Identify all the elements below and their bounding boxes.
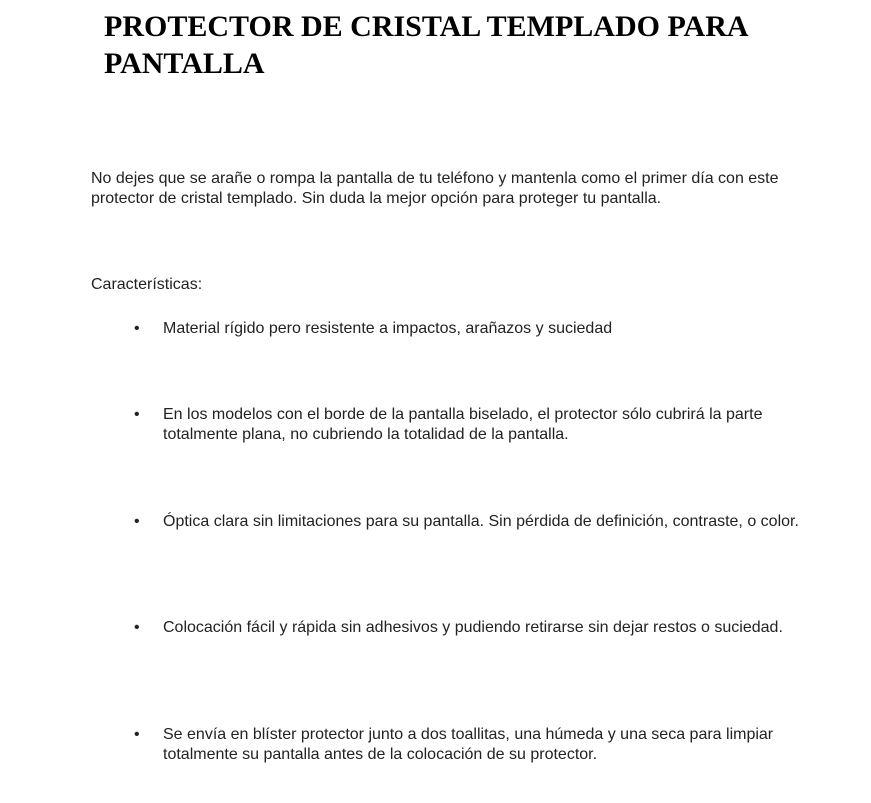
bullet-icon: • bbox=[134, 406, 140, 423]
features-heading: Características: bbox=[91, 276, 203, 293]
list-item bbox=[134, 618, 803, 638]
bullet-icon: • bbox=[134, 513, 140, 530]
list-item bbox=[134, 405, 803, 445]
bullet-icon: • bbox=[134, 726, 140, 743]
list-item-text: En los modelos con el borde de la pantalla biselado, el protector sólo cubrirá la parte totalmente plana, no cubriendo la totalidad de la pantalla. bbox=[163, 406, 763, 443]
bullet-icon: • bbox=[134, 320, 140, 337]
list-item bbox=[134, 512, 803, 532]
list-item bbox=[134, 319, 803, 339]
list-item bbox=[134, 725, 803, 765]
list-item-text: Se envía en blíster protector junto a dos toallitas, una húmeda y una seca para limpiar totalmente su pantalla antes de la colocación de su protector. bbox=[163, 726, 774, 763]
list-item-text: Óptica clara sin limitaciones para su pantalla. Sin pérdida de definición, contraste, o color. bbox=[163, 513, 799, 530]
bullet-icon: • bbox=[134, 619, 140, 636]
list-item-text: Colocación fácil y rápida sin adhesivos y pudiendo retirarse sin dejar restos o suciedad. bbox=[163, 619, 783, 636]
page-title: PROTECTOR DE CRISTAL TEMPLADO PARA PANTALLA bbox=[104, 10, 747, 80]
intro-paragraph: No dejes que se arañe o rompa la pantalla de tu teléfono y mantenla como el primer día con este protector de cristal templado. Sin duda la mejor opción para proteger tu pantalla. bbox=[91, 170, 779, 207]
list-item-text: Material rígido pero resistente a impactos, arañazos y suciedad bbox=[163, 320, 613, 337]
